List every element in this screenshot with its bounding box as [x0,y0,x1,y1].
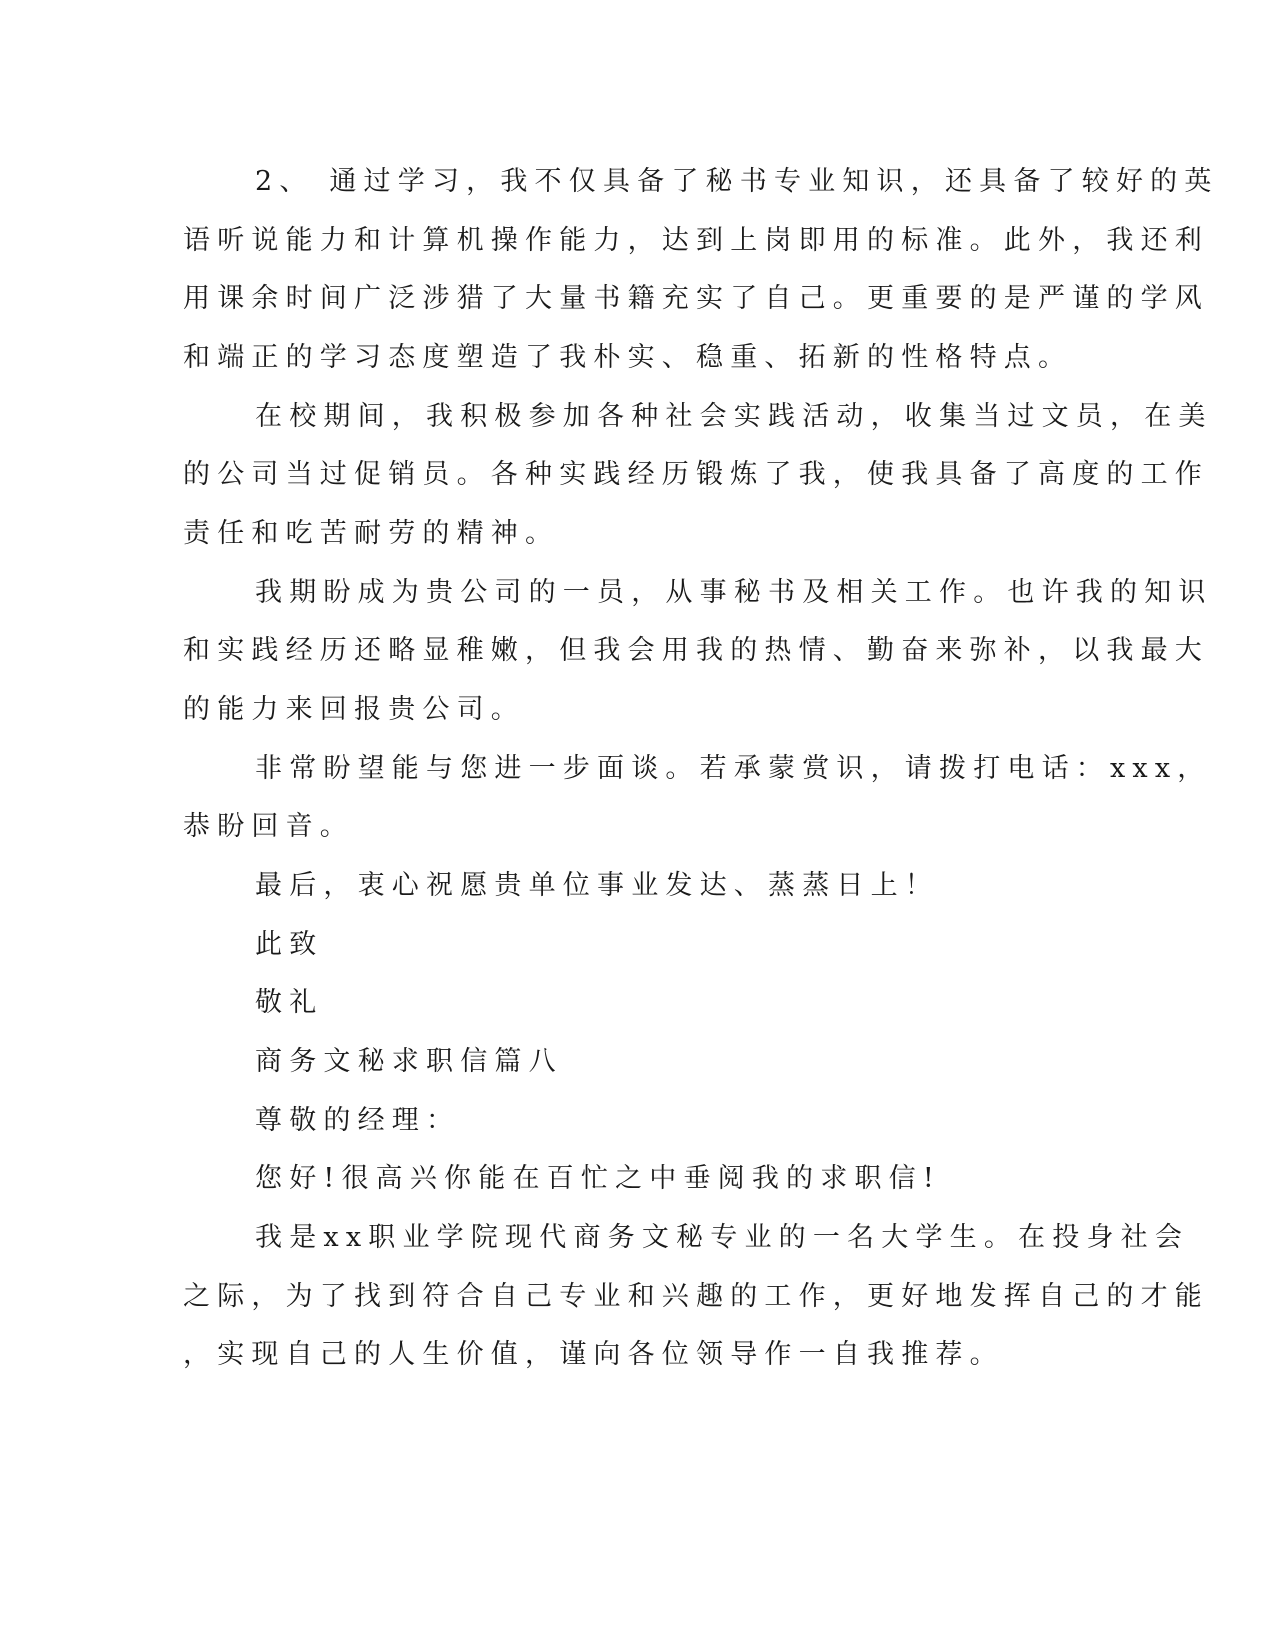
paragraph-line: 我是xx职业学院现代商务文秘专业的一名大学生。在投身社会 [255,1222,1190,1253]
paragraph-line: 您好!很高兴你能在百忙之中垂阅我的求职信! [255,1163,941,1194]
paragraph-line: 2、 通过学习，我不仅具备了秘书专业知识，还具备了较好的英 [255,166,1219,197]
paragraph-line: 恭盼回音。 [183,811,354,842]
paragraph-line: 责任和吃苦耐劳的精神。 [183,518,560,549]
letter-greeting: 尊敬的经理： [255,1105,461,1136]
paragraph-line: 我期盼成为贵公司的一员，从事秘书及相关工作。也许我的知识 [255,577,1213,608]
paragraph-line: 非常盼望能与您进一步面谈。若承蒙赏识，请拨打电话：xxx， [255,753,1212,784]
paragraph-line: 和实践经历还略显稚嫩，但我会用我的热情、勤奋来弥补，以我最大 [183,635,1209,666]
paragraph-line: 的公司当过促销员。各种实践经历锻炼了我，使我具备了高度的工作 [183,459,1209,490]
paragraph-line: 之际，为了找到符合自己专业和兴趣的工作，更好地发挥自己的才能 [183,1281,1209,1312]
closing-wish: 最后，衷心祝愿贵单位事业发达、蒸蒸日上！ [255,870,939,901]
paragraph-line: 和端正的学习态度塑造了我朴实、稳重、拓新的性格特点。 [183,342,1073,373]
paragraph-line: 的能力来回报贵公司。 [183,694,525,725]
closing-regards: 敬礼 [255,987,324,1018]
closing-salutation: 此致 [255,929,324,960]
paragraph-line: ，实现自己的人生价值，谨向各位领导作一自我推荐。 [183,1339,1004,1370]
paragraph-line: 语听说能力和计算机操作能力，达到上岗即用的标准。此外，我还利 [183,225,1209,256]
section-title: 商务文秘求职信篇八 [255,1046,563,1077]
paragraph-line: 在校期间，我积极参加各种社会实践活动，收集当过文员，在美 [255,401,1213,432]
paragraph-line: 用课余时间广泛涉猎了大量书籍充实了自己。更重要的是严谨的学风 [183,283,1209,314]
